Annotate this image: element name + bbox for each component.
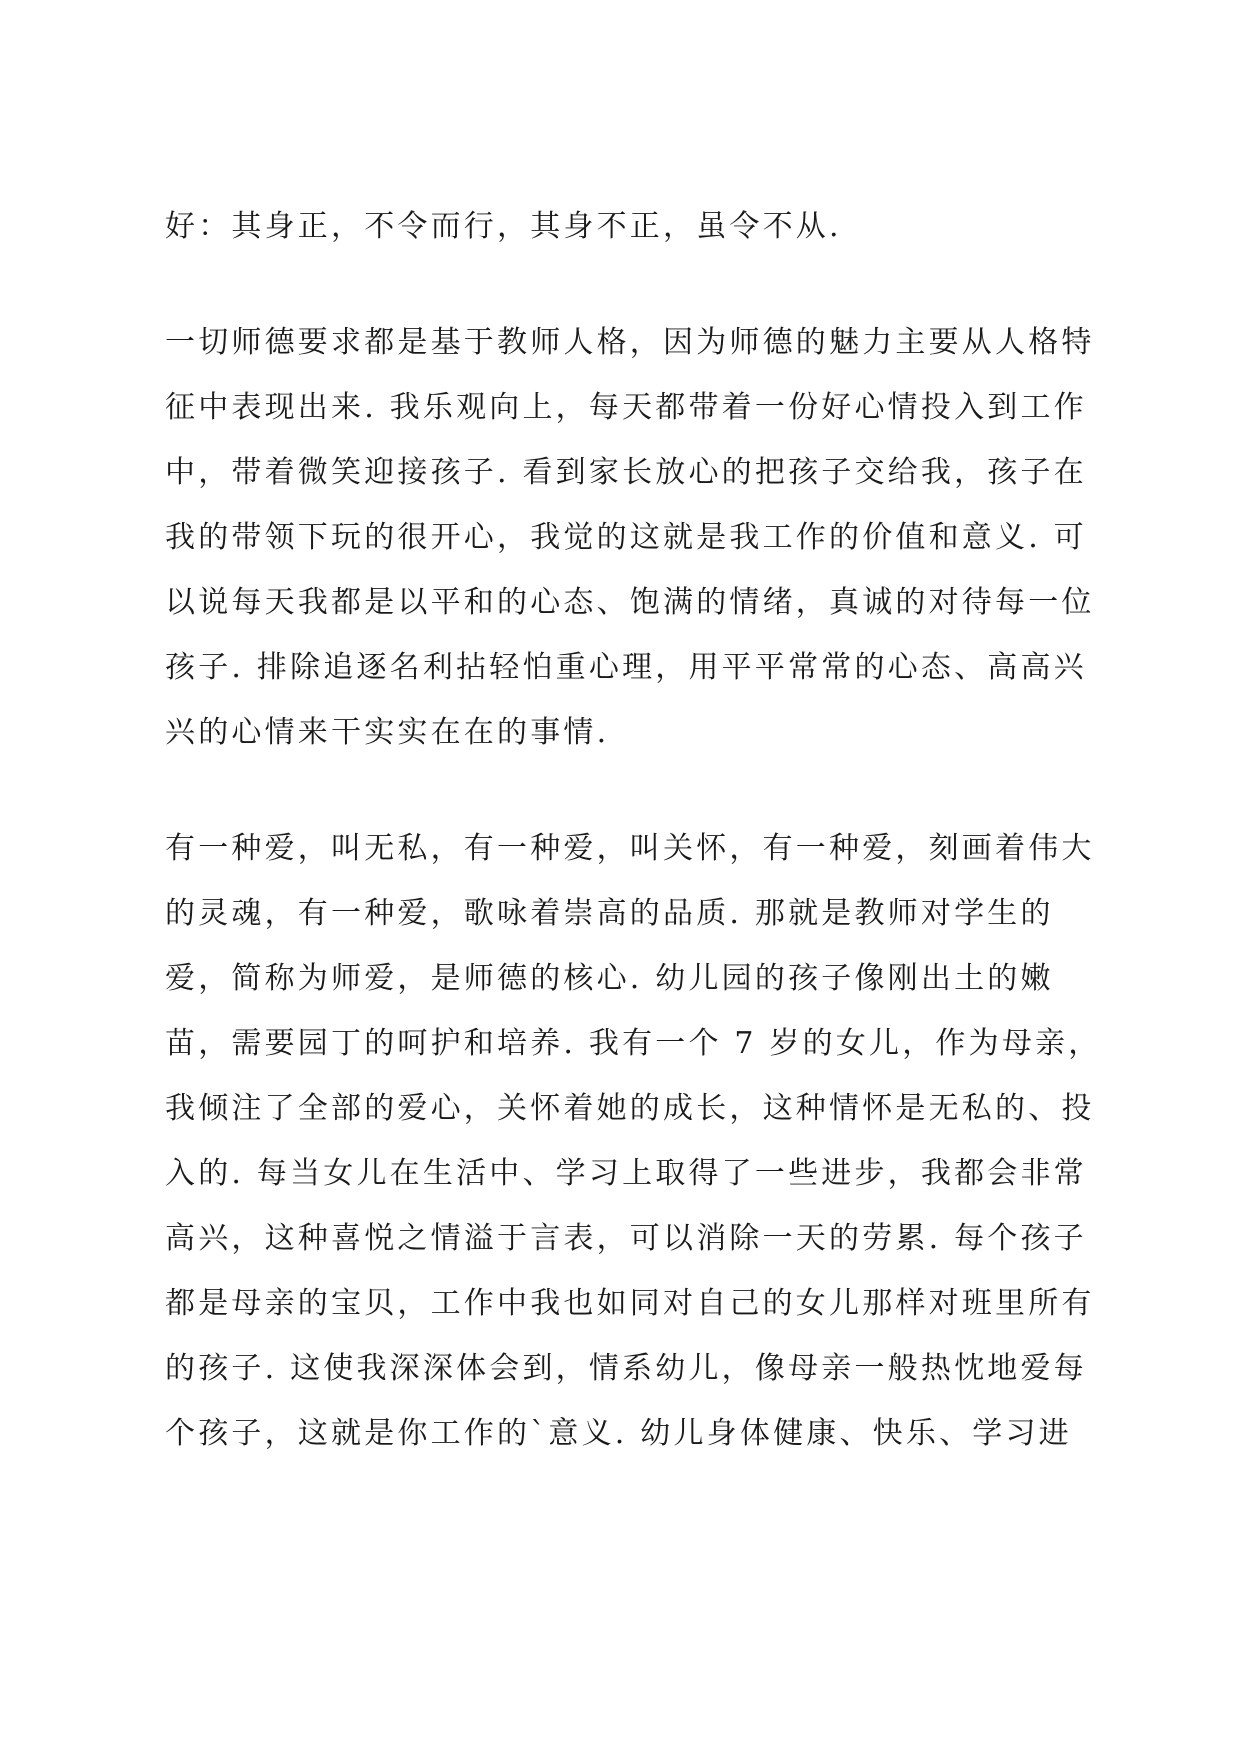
paragraph-3-line-8: 都是母亲的宝贝，工作中我也如同对自己的女儿那样对班里所有: [165, 1286, 1095, 1321]
paragraph-3-line-6: 入的. 每当女儿在生活中、学习上取得了一些进步，我都会非常: [165, 1156, 1087, 1191]
paragraph-2-line-7: 兴的心情来干实实在在的事情.: [165, 715, 610, 750]
paragraph-2-line-5: 以说每天我都是以平和的心态、饱满的情绪，真诚的对待每一位: [165, 585, 1095, 620]
paragraph-3-line-4: 苗，需要园丁的呵护和培养. 我有一个 7 岁的女儿，作为母亲，: [165, 1026, 1102, 1061]
paragraph-3-line-2: 的灵魂，有一种爱，歌咏着崇高的品质. 那就是教师对学生的: [165, 896, 1054, 931]
paragraph-2-line-2: 征中表现出来. 我乐观向上，每天都带着一份好心情投入到工作: [165, 390, 1087, 425]
paragraph-2-line-1: 一切师德要求都是基于教师人格，因为师德的魅力主要从人格特: [165, 325, 1095, 360]
paragraph-3-line-1: 有一种爱，叫无私，有一种爱，叫关怀，有一种爱，刻画着伟大: [165, 831, 1095, 866]
paragraph-3-line-3: 爱，简称为师爱，是师德的核心. 幼儿园的孩子像刚出土的嫩: [165, 961, 1054, 996]
paragraph-3-line-5: 我倾注了全部的爱心，关怀着她的成长，这种情怀是无私的、投: [165, 1091, 1095, 1126]
paragraph-3-line-9: 的孩子. 这使我深深体会到，情系幼儿，像母亲一般热忱地爱每: [165, 1351, 1087, 1386]
paragraph-2-line-3: 中，带着微笑迎接孩子. 看到家长放心的把孩子交给我，孩子在: [165, 455, 1087, 490]
paragraph-3-line-7: 高兴，这种喜悦之情溢于言表，可以消除一天的劳累. 每个孩子: [165, 1221, 1087, 1256]
paragraph-2-line-4: 我的带领下玩的很开心，我觉的这就是我工作的价值和意义. 可: [165, 520, 1087, 555]
paragraph-1-line-1: 好：其身正，不令而行，其身不正，虽令不从.: [165, 209, 842, 244]
paragraph-3-line-10: 个孩子，这就是你工作的`意义. 幼儿身体健康、快乐、学习进: [165, 1416, 1072, 1451]
paragraph-2-line-6: 孩子. 排除追逐名利拈轻怕重心理，用平平常常的心态、高高兴: [165, 650, 1087, 685]
